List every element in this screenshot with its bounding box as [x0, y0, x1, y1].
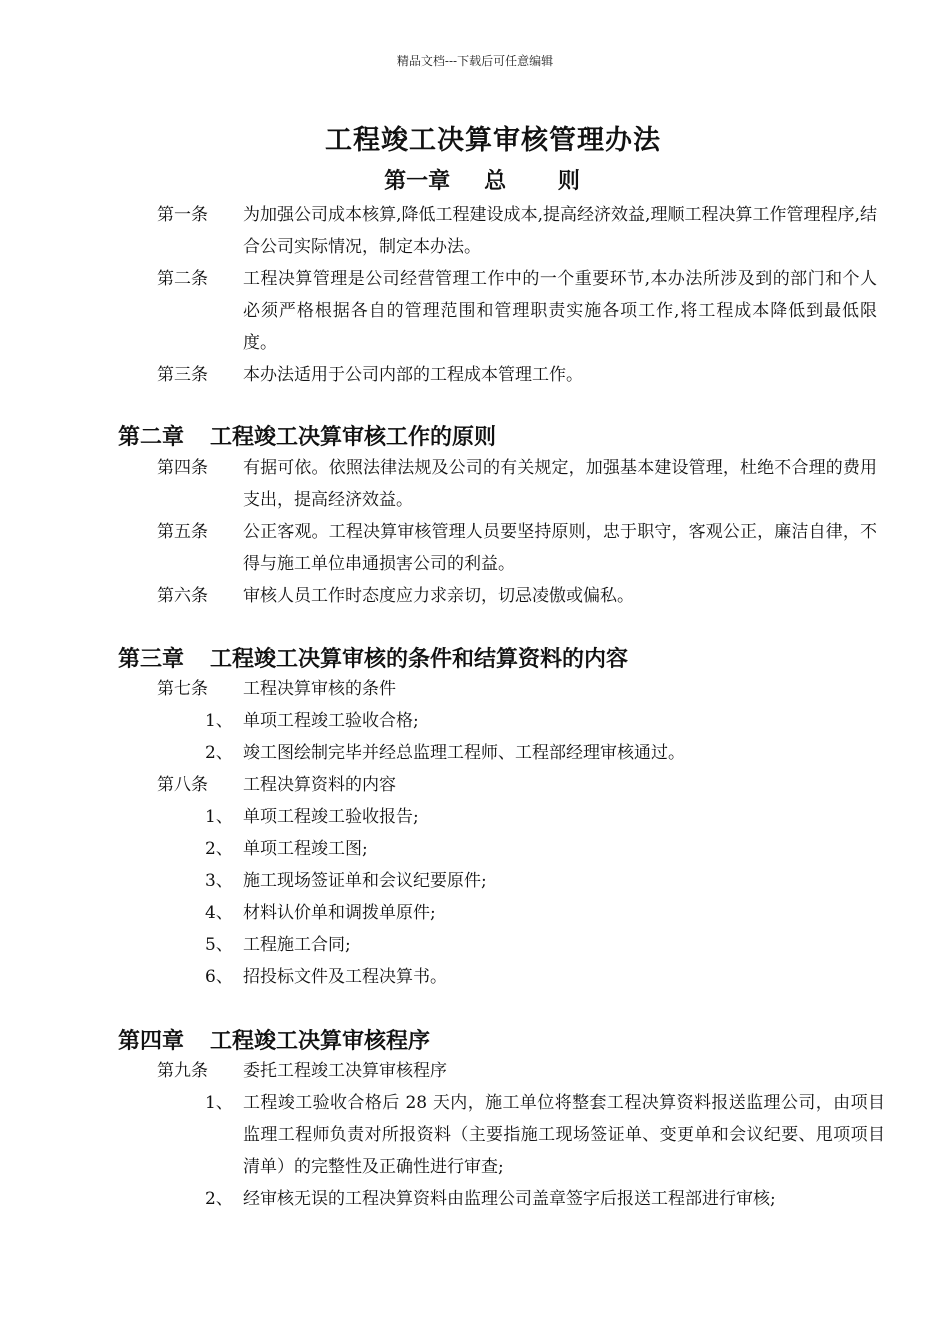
article-label: 第七条 — [157, 679, 208, 699]
list-item — [205, 801, 885, 833]
chapter-4-heading — [118, 1024, 430, 1055]
item-text: 工程施工合同; — [243, 935, 351, 955]
item-number: 1、 — [205, 807, 233, 827]
chapter-title: 工程竣工决算审核程序 — [210, 1028, 431, 1054]
article-text: 本办法适用于公司内部的工程成本管理工作。 — [243, 365, 583, 385]
item-number: 5、 — [205, 935, 233, 955]
chapter-title: 工程竣工决算审核工作的原则 — [210, 424, 497, 450]
article-5 — [157, 516, 877, 580]
item-text: 竣工图绘制完毕并经总监理工程师、工程部经理审核通过。 — [243, 743, 685, 763]
article-8 — [157, 769, 877, 801]
chapter-number: 第一章 — [384, 168, 451, 194]
header-note: 精品文档---下载后可任意编辑 — [396, 54, 554, 68]
item-number: 2、 — [205, 839, 233, 859]
item-text: 施工现场签证单和会议纪要原件; — [243, 871, 487, 891]
item-text: 材料认价单和调拨单原件; — [243, 903, 436, 923]
chapter-1-heading — [0, 164, 950, 195]
article-2 — [157, 263, 877, 359]
item-text: 经审核无误的工程决算资料由监理公司盖章签字后报送工程部进行审核; — [243, 1189, 776, 1209]
list-item — [205, 929, 885, 961]
item-number: 6、 — [205, 967, 233, 987]
article-label: 第三条 — [157, 365, 208, 385]
item-number: 2、 — [205, 743, 233, 763]
list-item — [205, 961, 885, 993]
item-text: 单项工程竣工图; — [243, 839, 368, 859]
chapter-number: 第四章 — [118, 1028, 185, 1054]
list-item — [205, 865, 885, 897]
article-text: 有据可依。依照法律法规及公司的有关规定，加强基本建设管理，杜绝不合理的费用支出，提高经济效益。 — [243, 458, 877, 510]
article-1 — [157, 199, 877, 263]
article-4 — [157, 452, 877, 516]
article-7 — [157, 673, 877, 705]
list-item — [205, 1087, 885, 1183]
chapter-number: 第二章 — [118, 424, 185, 450]
article-3 — [157, 359, 877, 391]
article-label: 第六条 — [157, 586, 208, 606]
document-title: 工程竣工决算审核管理办法 — [325, 125, 661, 156]
item-number: 1、 — [205, 711, 233, 731]
chapter-title: 工程竣工决算审核的条件和结算资料的内容 — [210, 646, 629, 672]
article-text: 委托工程竣工决算审核程序 — [243, 1061, 447, 1081]
chapter-3-heading — [118, 642, 628, 673]
item-text: 单项工程竣工验收合格; — [243, 711, 419, 731]
article-label: 第九条 — [157, 1061, 208, 1081]
article-label: 第二条 — [157, 269, 208, 289]
list-item — [205, 833, 885, 865]
article-text: 工程决算资料的内容 — [243, 775, 396, 795]
article-text: 审核人员工作时态度应力求亲切，切忌凌傲或偏私。 — [243, 586, 634, 606]
article-text: 工程决算审核的条件 — [243, 679, 396, 699]
article-label: 第四条 — [157, 458, 208, 478]
item-text: 单项工程竣工验收报告; — [243, 807, 419, 827]
article-label: 第八条 — [157, 775, 208, 795]
article-text: 公正客观。工程决算审核管理人员要坚持原则，忠于职守，客观公正，廉洁自律，不得与施工单位串通损害公司的利益。 — [243, 522, 877, 574]
chapter-2-heading — [118, 420, 496, 451]
item-text: 工程竣工验收合格后 28 天内，施工单位将整套工程决算资料报送监理公司，由项目监理工程师负责对所报资料（主要指施工现场签证单、变更单和会议纪要、甩项项目清单）的完整性及正确性进行审查; — [243, 1093, 885, 1177]
chapter-title: 总 则 — [484, 168, 602, 194]
item-number: 2、 — [205, 1189, 233, 1209]
list-item — [205, 897, 885, 929]
article-text: 为加强公司成本核算,降低工程建设成本,提高经济效益,理顺工程决算工作管理程序,结合公司实际情况，制定本办法。 — [243, 205, 877, 257]
list-item — [205, 705, 885, 737]
item-number: 4、 — [205, 903, 233, 923]
article-label: 第一条 — [157, 205, 208, 225]
list-item — [205, 1183, 885, 1215]
article-label: 第五条 — [157, 522, 208, 542]
list-item — [205, 737, 885, 769]
article-9 — [157, 1055, 877, 1087]
chapter-number: 第三章 — [118, 646, 185, 672]
item-text: 招投标文件及工程决算书。 — [243, 967, 447, 987]
item-number: 3、 — [205, 871, 233, 891]
article-6 — [157, 580, 877, 612]
item-number: 1、 — [205, 1093, 233, 1113]
article-text: 工程决算管理是公司经营管理工作中的一个重要环节,本办法所涉及到的部门和个人必须严格根据各自的管理范围和管理职责实施各项工作,将工程成本降低到最低限度。 — [243, 269, 877, 353]
